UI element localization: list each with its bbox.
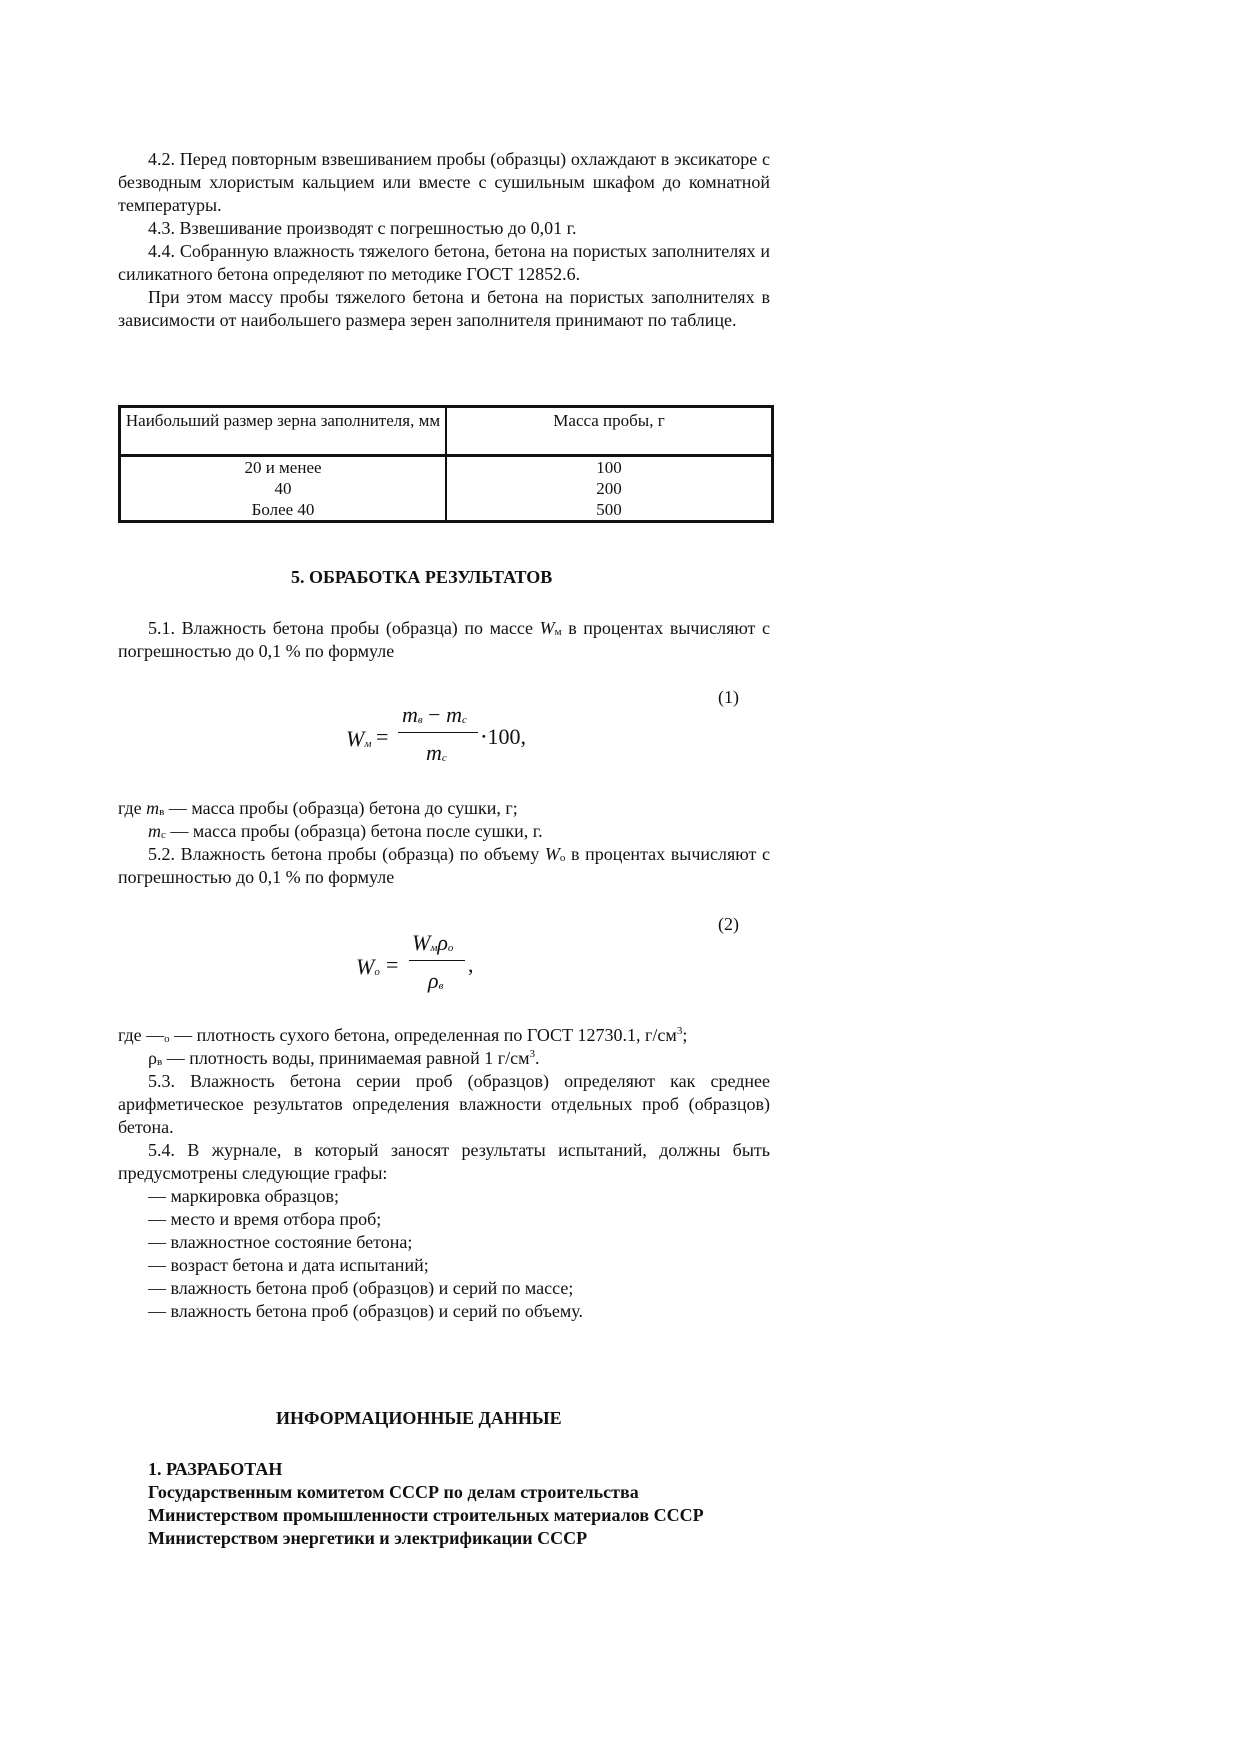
list-item: — влажностное состояние бетона; [148, 1232, 413, 1252]
table-cell: 100 [446, 456, 773, 479]
table-row [120, 456, 773, 479]
table-row [120, 478, 773, 499]
list-item: — влажность бетона проб (образцов) и серий по массе; [148, 1278, 574, 1298]
formula-2-number: (2) [718, 914, 739, 934]
table-cell: Более 40 [120, 499, 447, 522]
table-cell: 200 [446, 478, 773, 499]
table-cell: 40 [120, 478, 447, 499]
formula-2-fraction-bar [409, 960, 465, 961]
paragraph-4-3: 4.3. Взвешивание производят с погрешностью до 0,01 г. [148, 218, 577, 238]
paragraph-5-3: 5.3. Влажность бетона серии проб (образцов) определяют как среднее арифметическое результатов определения влажности отдельных проб (образцов) бетона. [118, 1071, 770, 1137]
formula-1-tail: ⋅100, [480, 724, 527, 749]
where-rho-o: где $—_о$ — плотность сухого бетона, определенная по ГОСТ 12730.1, $г/см^3$; [118, 1025, 688, 1045]
formula-1 [346, 702, 546, 776]
where-block-1 [118, 797, 770, 889]
formula-2-tail: , [468, 952, 474, 977]
list-item: — маркировка образцов; [148, 1186, 339, 1206]
formula-1-denominator: $m_с$ [426, 740, 447, 765]
formula-2-equals: = [386, 952, 399, 977]
table-cell: 20 и менее [120, 456, 447, 479]
paragraph-5-4: 5.4. В журнале, в который заносят результаты испытаний, должны быть предусмотрены следующие графы: [118, 1140, 770, 1183]
paragraph-4-2: 4.2. Перед повторным взвешиванием пробы (образцы) охлаждают в эксикаторе с безводным хлористым кальцием или вместе с сушильным шкафом до комнатной температуры. [118, 149, 770, 215]
where-block-2 [118, 1024, 770, 1323]
paragraph-mass: При этом массу пробы тяжелого бетона и бетона на пористых заполнителях в зависимости от наибольшего размера зерен заполнителя принимают по таблице. [118, 287, 770, 330]
formula-1-lhs: $W_м$ [346, 726, 372, 751]
info-org-1: Государственным комитетом СССР по делам строительства [148, 1482, 639, 1502]
table-header-mass: Масса пробы, г [446, 407, 773, 456]
list-item: — влажность бетона проб (образцов) и серий по объему. [148, 1301, 583, 1321]
formula-2 [356, 930, 516, 1004]
section-4-text [118, 148, 770, 332]
list-item: — возраст бетона и дата испытаний; [148, 1255, 429, 1275]
list-item: — место и время отбора проб; [148, 1209, 382, 1229]
info-org-3: Министерством энергетики и электрификации СССР [148, 1528, 588, 1548]
info-block [148, 1458, 770, 1550]
table-row [120, 499, 773, 522]
paragraph-5-1-block [118, 617, 770, 663]
formula-1-equals: = [376, 724, 389, 749]
formula-2-denominator: $\rho_в$ [428, 968, 444, 993]
info-heading: ИНФОРМАЦИОННЫЕ ДАННЫЕ [276, 1408, 562, 1428]
where-m-s: $m_с$ — масса пробы (образца) бетона после сушки, г. [148, 821, 543, 841]
table-header-row [120, 407, 773, 456]
formula-2-lhs: $W_o$ [356, 954, 380, 979]
where-rho-v: $\rho_в$ — плотность воды, принимаемая равной 1 $г/см^3$. [148, 1048, 540, 1068]
paragraph-5-1: 5.1. Влажность бетона пробы (образца) по массе $W_м$ в процентах вычисляют с погрешностью до 0,1 % по формуле [118, 618, 770, 661]
formula-1-numerator: $m_в - m_с$ [402, 702, 467, 727]
info-org-2: Министерством промышленности строительных материалов СССР [148, 1505, 704, 1525]
paragraph-4-4: 4.4. Собранную влажность тяжелого бетона, бетона на пористых заполнителях и силикатного бетона определяют по методике ГОСТ 12852.6. [118, 241, 770, 284]
table-header-grain-size: Наибольший размер зерна заполнителя, мм [120, 407, 447, 456]
formula-1-number: (1) [718, 687, 739, 707]
paragraph-5-2: 5.2. Влажность бетона пробы (образца) по объему $W_о$ в процентах вычисляют с погрешностью до 0,1 % по формуле [118, 844, 770, 887]
where-m-v: где $m_в$ — масса пробы (образца) бетона до сушки, г; [118, 798, 518, 818]
sample-mass-table [118, 405, 774, 523]
formula-1-fraction-bar [398, 732, 478, 733]
table-cell: 500 [446, 499, 773, 522]
info-developed: 1. РАЗРАБОТАН [148, 1459, 283, 1479]
section-5-heading: 5. ОБРАБОТКА РЕЗУЛЬТАТОВ [291, 567, 553, 587]
formula-2-numerator: $W_м\rho_o$ [412, 930, 454, 955]
